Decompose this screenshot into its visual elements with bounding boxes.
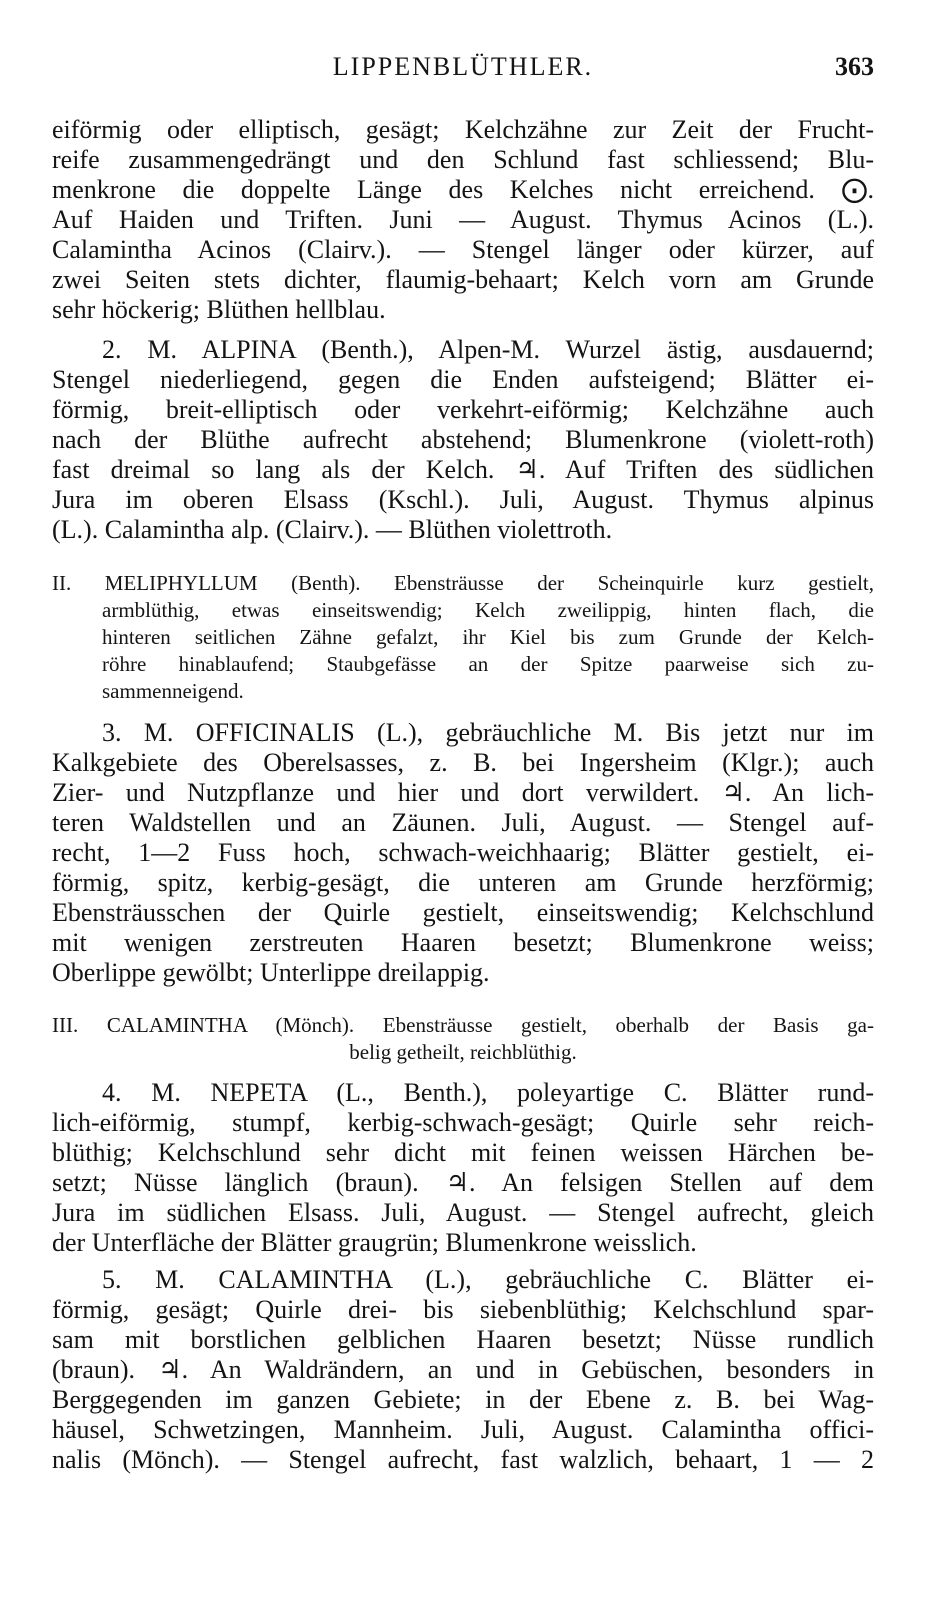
section-calamintha: [52, 1012, 874, 1066]
species-heading-line: 3. M. OFFICINALIS (L.), gebräuchliche M. Bis jetzt nur im: [102, 718, 874, 747]
species-heading-line: 5. M. CALAMINTHA (L.), gebräuchliche C. Blätter ei-: [102, 1265, 874, 1294]
text-line: Calamintha Acinos (Clairv.). — Stengel länger oder kürzer, auf: [52, 235, 874, 264]
text-line: der Unterfläche der Blätter graugrün; Blumenkrone weisslich.: [52, 1228, 697, 1257]
paragraph-continuation: [52, 115, 874, 325]
text-line: fast dreimal so lang als der Kelch. ♃. Auf Triften des südlichen: [52, 455, 874, 484]
running-title: LIPPENBLÜTHLER.: [332, 52, 594, 81]
section-meliphyllum: [52, 570, 874, 705]
text-line: reife zusammengedrängt und den Schlund fast schliessend; Blu-: [52, 145, 874, 174]
text-line: recht, 1—2 Fuss hoch, schwach-weichhaarig; Blätter gestielt, ei-: [52, 838, 874, 867]
section-heading-line: III. CALAMINTHA (Mönch). Ebensträusse gestielt, oberhalb der Basis ga-: [52, 1013, 874, 1037]
text-line: setzt; Nüsse länglich (braun). ♃. An felsigen Stellen auf dem: [52, 1168, 874, 1197]
text-line: Auf Haiden und Triften. Juni — August. Thymus Acinos (L.).: [52, 205, 874, 234]
text-line: mit wenigen zerstreuten Haaren besetzt; Blumenkrone weiss;: [52, 928, 874, 957]
species-heading-line: 4. M. NEPETA (L., Benth.), poleyartige C. Blätter rund-: [102, 1078, 874, 1107]
text-line: sam mit borstlichen gelblichen Haaren besetzt; Nüsse rundlich: [52, 1325, 874, 1354]
text-line: (braun). ♃. An Waldrändern, an und in Gebüschen, besonders in: [52, 1355, 874, 1384]
section-heading-line: II. MELIPHYLLUM (Benth). Ebensträusse der Scheinquirle kurz gestielt,: [52, 571, 874, 595]
text-line: eiförmig oder elliptisch, gesägt; Kelchzähne zur Zeit der Frucht-: [52, 115, 874, 144]
text-line: förmig, breit-elliptisch oder verkehrt-eiförmig; Kelchzähne auch: [52, 395, 874, 424]
text-line: förmig, spitz, kerbig-gesägt, die unteren am Grunde herzförmig;: [52, 868, 874, 897]
text-line: teren Waldstellen und an Zäunen. Juli, August. — Stengel auf-: [52, 808, 874, 837]
text-line: nalis (Mönch). — Stengel aufrecht, fast walzlich, behaart, 1 — 2: [52, 1445, 874, 1474]
species-heading-line: 2. M. ALPINA (Benth.), Alpen-M. Wurzel ästig, ausdauernd;: [102, 335, 874, 364]
text-line: lich-eiförmig, stumpf, kerbig-schwach-gesägt; Quirle sehr reich-: [52, 1108, 874, 1137]
page-number: 363: [835, 52, 874, 81]
text-line: Oberlippe gewölbt; Unterlippe dreilappig.: [52, 958, 490, 987]
running-header: [52, 52, 874, 86]
species-entry-officinalis: [52, 718, 874, 988]
text-line: sammenneigend.: [102, 679, 244, 703]
text-line: sehr höckerig; Blüthen hellblau.: [52, 295, 386, 324]
text-line: Zier- und Nutzpflanze und hier und dort verwildert. ♃. An lich-: [52, 778, 874, 807]
text-line: Jura im südlichen Elsass. Juli, August. — Stengel aufrecht, gleich: [52, 1198, 874, 1227]
species-entry-nepeta: [52, 1078, 874, 1258]
species-entry-calamintha: [52, 1265, 874, 1475]
text-line: Berggegenden im ganzen Gebiete; in der Ebene z. B. bei Wag-: [52, 1385, 874, 1414]
text-line: förmig, gesägt; Quirle drei- bis siebenblüthig; Kelchschlund spar-: [52, 1295, 874, 1324]
text-line: armblüthig, etwas einseitswendig; Kelch zweilippig, hinten flach, die: [102, 598, 874, 622]
text-line: häusel, Schwetzingen, Mannheim. Juli, August. Calamintha offici-: [52, 1415, 874, 1444]
text-line: (L.). Calamintha alp. (Clairv.). — Blüthen violettroth.: [52, 515, 613, 544]
text-line: Ebensträusschen der Quirle gestielt, einseitswendig; Kelchschlund: [52, 898, 874, 927]
text-line: blüthig; Kelchschlund sehr dicht mit feinen weissen Härchen be-: [52, 1138, 874, 1167]
text-line: Kalkgebiete des Oberelsasses, z. B. bei Ingersheim (Klgr.); auch: [52, 748, 874, 777]
text-line: hinteren seitlichen Zähne gefalzt, ihr Kiel bis zum Grunde der Kelch-: [102, 625, 874, 649]
text-line: Jura im oberen Elsass (Kschl.). Juli, August. Thymus alpinus: [52, 485, 874, 514]
text-line: röhre hinablaufend; Staubgefässe an der Spitze paarweise sich zu-: [102, 652, 874, 676]
species-entry-alpina: [52, 335, 874, 545]
text-line: zwei Seiten stets dichter, flaumig-behaart; Kelch vorn am Grunde: [52, 265, 874, 294]
text-line: menkrone die doppelte Länge des Kelches nicht erreichend. ⨀.: [52, 175, 874, 204]
text-line: Stengel niederliegend, gegen die Enden aufsteigend; Blätter ei-: [52, 365, 874, 394]
text-line: belig getheilt, reichblüthig.: [349, 1040, 577, 1064]
text-line: nach der Blüthe aufrecht abstehend; Blumenkrone (violett-roth): [52, 425, 874, 454]
